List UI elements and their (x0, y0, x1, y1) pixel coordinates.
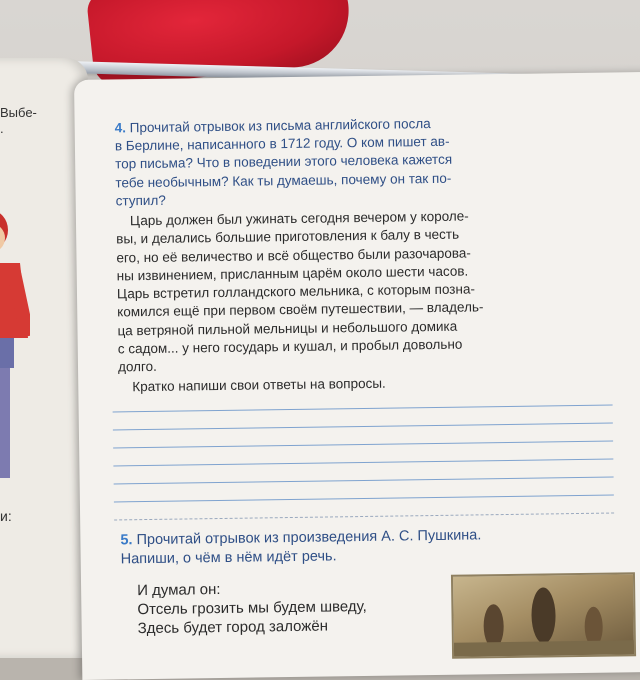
task-4-instructions (115, 113, 608, 211)
answer-prompt: Кратко напиши свои ответы на вопросы. (132, 375, 386, 395)
passage-line-1: Царь должен был ужинать сегодня вечером у короле- (129, 208, 469, 229)
workbook-page (74, 72, 640, 680)
answer-line-3[interactable] (113, 441, 613, 449)
passage-line-9: долго. (117, 359, 157, 375)
boy-illustration (0, 208, 30, 488)
left-page-period: . (0, 121, 4, 136)
task-4-line-5: ступил? (115, 192, 166, 209)
passage-line-5: Царь встретил голландского мельника, с которым позна- (116, 281, 475, 302)
task-4-line-2: в Берлине, написанного в 1712 году. О ком пишет ав- (114, 133, 450, 154)
passage-line-8: с садом... у него государь и кушал, и пробыл довольно (117, 336, 463, 357)
left-page-word: Выбе- (0, 105, 37, 120)
task-5-line-1: Прочитай отрывок из произведения А. С. Пушкина. (136, 527, 482, 549)
answer-line-2[interactable] (113, 423, 613, 431)
passage-line-4: ны извинением, присланным царём около шести часов. (116, 263, 469, 284)
task-4-number: 4. (114, 120, 127, 136)
task-4-line-4: тебе необычным? Как ты думаешь, почему он так по- (115, 170, 452, 191)
answer-line-1[interactable] (113, 405, 613, 413)
poem-line-3: Здесь будет город заложён (137, 617, 329, 638)
section-divider (114, 513, 614, 522)
passage-line-7: ца ветряной пильной мельницы и небольшого домика (117, 318, 458, 339)
poem-line-1: И думал он: (137, 581, 221, 600)
task-4-line-3: тор письма? Что в поведении этого человека кажется (115, 152, 453, 172)
answer-line-4[interactable] (113, 459, 613, 467)
illustration-picture (451, 572, 636, 659)
task-5-instructions (120, 525, 612, 570)
left-page-margin-mark: и: (0, 508, 12, 524)
task-5-line-2: Напиши, о чём в нём идёт речь. (120, 548, 337, 568)
answer-line-6[interactable] (114, 495, 614, 503)
passage-line-2: вы, и делались большие приготовления к балу в честь (116, 226, 460, 247)
passage-line-3: его, но её величество и всё общество были разочарова- (116, 245, 471, 266)
pushkin-poem (137, 578, 367, 638)
illustration-figures (453, 574, 634, 657)
answer-line-5[interactable] (114, 477, 614, 485)
poem-line-2: Отсель грозить мы будем шведу, (137, 597, 367, 619)
task-4-line-1: Прочитай отрывок из письма английского посла (129, 116, 431, 136)
passage-line-6: комился ещё при первом своём путешествии, — владель- (117, 299, 484, 320)
task-5-number: 5. (120, 532, 133, 549)
letter-excerpt (116, 206, 612, 378)
